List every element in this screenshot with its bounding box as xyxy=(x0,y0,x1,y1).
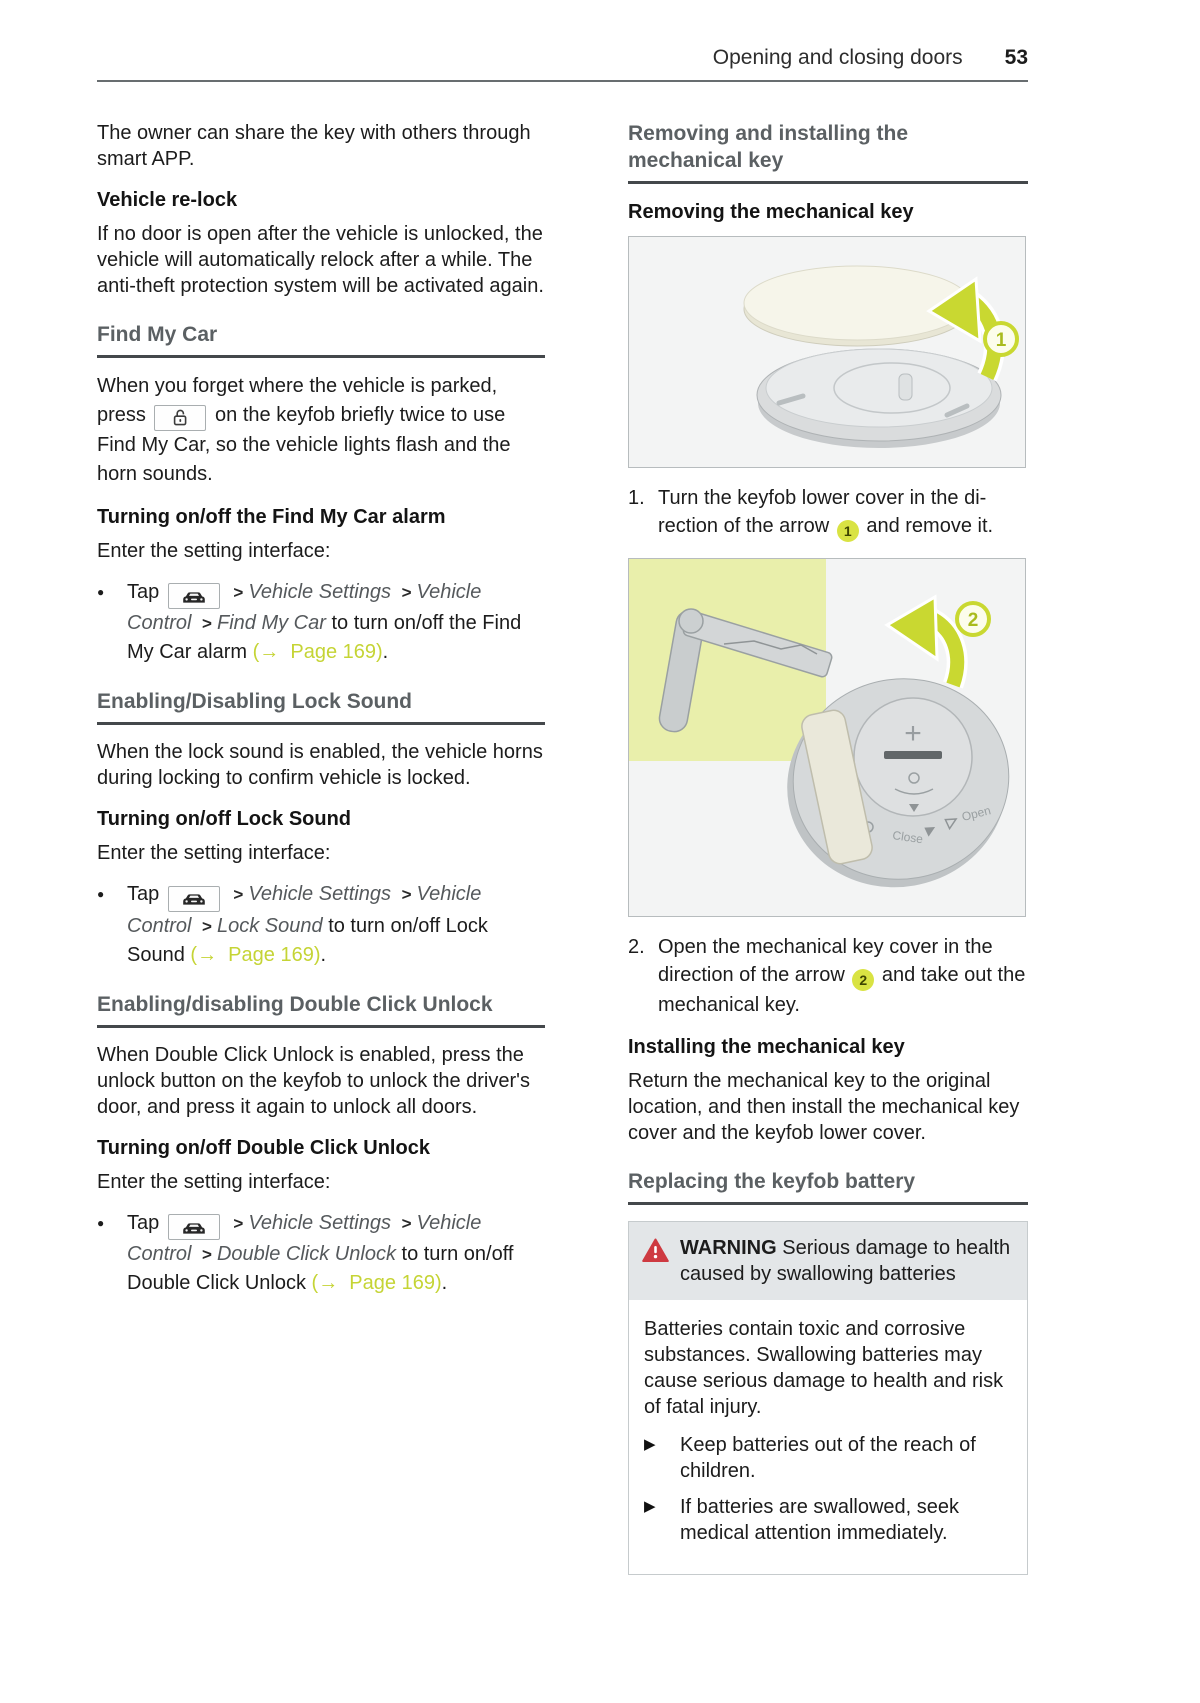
warning-label: WARNING xyxy=(680,1237,777,1259)
find-my-car-paragraph xyxy=(97,372,545,489)
step-number: 2. xyxy=(628,936,645,958)
chevron-icon: > xyxy=(202,916,212,936)
find-my-car-alarm-subheading: Turning on/off the Find My Car alarm xyxy=(97,505,446,528)
removing-key-subheading: Removing the mechanical key xyxy=(628,201,914,223)
page-reference-link[interactable]: (→ Page 169) xyxy=(311,1272,442,1294)
warning-title-text: Serious damage to health caused by swallowing batteries xyxy=(680,1237,1011,1285)
step-badge-1: 1 xyxy=(837,520,859,542)
keyfob-unlock-button xyxy=(154,405,206,431)
page-reference-link[interactable]: (→ Page 169) xyxy=(252,641,383,663)
warning-bullet-text: If batteries are swallowed, seek medical attention immediately. xyxy=(680,1496,960,1544)
keyfob-cover-removal-figure xyxy=(628,236,1026,468)
bullet-rest-text: to turn on/off Lock Sound xyxy=(127,914,488,966)
bullet-text xyxy=(127,880,545,969)
warning-title xyxy=(680,1235,1013,1287)
warning-bullet-item xyxy=(644,1494,1013,1546)
chevron-icon: > xyxy=(202,614,212,633)
installing-key-paragraph: Return the mechanical key to the original location, and then install the mechanical key cover and the keyfob lower cover. xyxy=(628,1070,1020,1144)
arrow-bullet-icon: ▶ xyxy=(644,1436,656,1453)
battery-plus-mark: + xyxy=(904,717,922,750)
content-columns xyxy=(97,120,1028,1575)
menu-path: Find My Car xyxy=(216,612,326,634)
list-item xyxy=(97,880,545,969)
figure-step-badge xyxy=(957,603,989,635)
vehicle-relock-paragraph: If no door is open after the vehicle is unlocked, the vehicle will automatically relock after a while. The anti-theft protection system will be activated again. xyxy=(97,223,544,297)
car-icon xyxy=(181,589,207,604)
step-text-before-badge: Open the mechanical key cover in the direction of the arrow xyxy=(658,936,993,986)
tap-label: Tap xyxy=(127,1211,160,1234)
double-click-subheading: Turning on/off Double Click Unlock xyxy=(97,1136,430,1159)
warning-bullet-item xyxy=(644,1432,1013,1484)
sentence-end: . xyxy=(441,1272,448,1294)
menu-path: Vehicle Settings xyxy=(248,580,391,603)
chevron-icon: > xyxy=(401,582,412,602)
open-label: Open xyxy=(960,803,993,824)
chevron-icon: > xyxy=(233,582,244,602)
tap-label: Tap xyxy=(127,883,160,905)
menu-path: Vehicle Control xyxy=(127,1211,482,1265)
battery-section-heading: Replacing the keyfob battery xyxy=(628,1168,1028,1205)
bullet-text xyxy=(127,578,545,667)
find-my-car-section-heading: Find My Car xyxy=(97,321,545,358)
car-icon xyxy=(181,1220,207,1235)
bullet-rest-text: to turn on/off Double Click Unlock xyxy=(127,1243,514,1294)
warning-bullet-text: Keep batteries out of the reach of children. xyxy=(680,1434,976,1482)
svg-text:2: 2 xyxy=(967,610,979,631)
list-item xyxy=(97,578,545,667)
right-column xyxy=(628,120,1028,1575)
installing-key-subheading: Installing the mechanical key xyxy=(628,1036,905,1058)
warning-triangle-icon xyxy=(642,1238,669,1287)
menu-path: Vehicle Control xyxy=(127,580,482,634)
list-item xyxy=(97,1209,545,1298)
removing-installing-section-heading: Removing and installing the mechanical key xyxy=(628,120,1028,184)
menu-path: Lock Sound xyxy=(216,914,323,937)
bullet-rest-text: to turn on/off the Find My Car alarm xyxy=(127,612,522,663)
step-number: 1. xyxy=(628,487,645,509)
step-badge-2: 2 xyxy=(852,969,874,991)
vehicle-app-button xyxy=(168,1214,220,1240)
lock-sound-bullet-list xyxy=(97,880,545,969)
double-click-section-heading: Enabling/disabling Double Click Unlock xyxy=(97,991,545,1028)
enter-setting-text: Enter the setting interface: xyxy=(97,842,331,864)
menu-path: Vehicle Settings xyxy=(248,883,391,905)
enter-setting-text: Enter the setting interface: xyxy=(97,1170,331,1193)
keyfob-cover-removal-illustration xyxy=(629,237,1025,467)
find-my-car-text-before: When you forget where the vehicle is parked, press xyxy=(97,375,498,426)
lock-sound-paragraph: When the lock sound is enabled, the vehicle horns during locking to confirm vehicle is locked. xyxy=(97,741,543,789)
chapter-title: Opening and closing doors xyxy=(712,46,963,69)
bullet-dot: ● xyxy=(97,1215,105,1230)
close-label: Close xyxy=(891,828,924,847)
step-text-after-badge: and remove it. xyxy=(866,515,994,537)
left-column xyxy=(97,120,545,1575)
menu-path: Vehicle Settings xyxy=(248,1211,391,1234)
warning-header xyxy=(629,1222,1027,1300)
bullet-text xyxy=(127,1209,545,1298)
page-number: 53 xyxy=(1004,46,1028,69)
car-icon xyxy=(181,891,207,906)
vehicle-app-button xyxy=(168,886,220,912)
warning-paragraph: Batteries contain toxic and corrosive substances. Swallowing batteries may cause serious damage to health and risk of fatal injury. xyxy=(644,1318,1004,1418)
menu-path: Vehicle Control xyxy=(127,883,482,937)
sentence-end: . xyxy=(320,943,327,966)
menu-path: Double Click Unlock xyxy=(216,1243,396,1265)
find-my-car-text-after: on the keyfob briefly twice to use Find My Car, so the vehicle lights flash and the horn sounds. xyxy=(97,404,511,485)
step-text xyxy=(658,933,1028,1019)
svg-text:1: 1 xyxy=(995,330,1007,351)
figure-step-badge xyxy=(985,323,1017,355)
double-click-paragraph: When Double Click Unlock is enabled, press the unlock button on the keyfob to unlock the driver's door, and press it again to unlock all doors. xyxy=(97,1043,530,1118)
unlock-icon xyxy=(170,408,190,427)
double-click-bullet-list xyxy=(97,1209,545,1298)
sentence-end: . xyxy=(382,641,389,663)
chevron-icon: > xyxy=(401,885,412,904)
warning-box xyxy=(628,1221,1028,1575)
page-header xyxy=(97,46,1028,70)
chevron-icon: > xyxy=(401,1213,412,1233)
tap-label: Tap xyxy=(127,580,160,603)
rotate-arrow-icon xyxy=(887,597,957,685)
chevron-icon: > xyxy=(233,885,244,904)
step-text-before-badge: Turn the keyfob lower cover in the direction of the arrow xyxy=(658,487,987,537)
bullet-dot: ● xyxy=(97,887,105,901)
chevron-icon: > xyxy=(202,1245,212,1264)
step-2 xyxy=(628,933,1028,1019)
step-text-after-badge: and take out the mechanical key. xyxy=(658,964,1026,1016)
arrow-bullet-icon: ▶ xyxy=(644,1498,656,1515)
vehicle-app-button xyxy=(168,583,220,609)
mechanical-key-figure xyxy=(628,558,1026,917)
warning-body xyxy=(629,1300,1027,1574)
find-my-car-bullet-list xyxy=(97,578,545,667)
page-reference-link[interactable]: (→ Page 169) xyxy=(190,943,321,966)
header-rule xyxy=(97,80,1028,82)
mechanical-key-illustration xyxy=(629,559,1025,916)
step-text xyxy=(658,484,1028,542)
intro-paragraph: The owner can share the key with others through smart APP. xyxy=(97,122,531,170)
lock-sound-section-heading: Enabling/Disabling Lock Sound xyxy=(97,688,545,725)
bullet-dot: ● xyxy=(97,584,105,599)
lock-sound-subheading: Turning on/off Lock Sound xyxy=(97,808,352,830)
chevron-icon: > xyxy=(233,1213,244,1233)
step-1 xyxy=(628,484,1028,542)
vehicle-relock-subheading: Vehicle re-lock xyxy=(97,189,238,211)
enter-setting-text: Enter the setting interface: xyxy=(97,539,331,562)
